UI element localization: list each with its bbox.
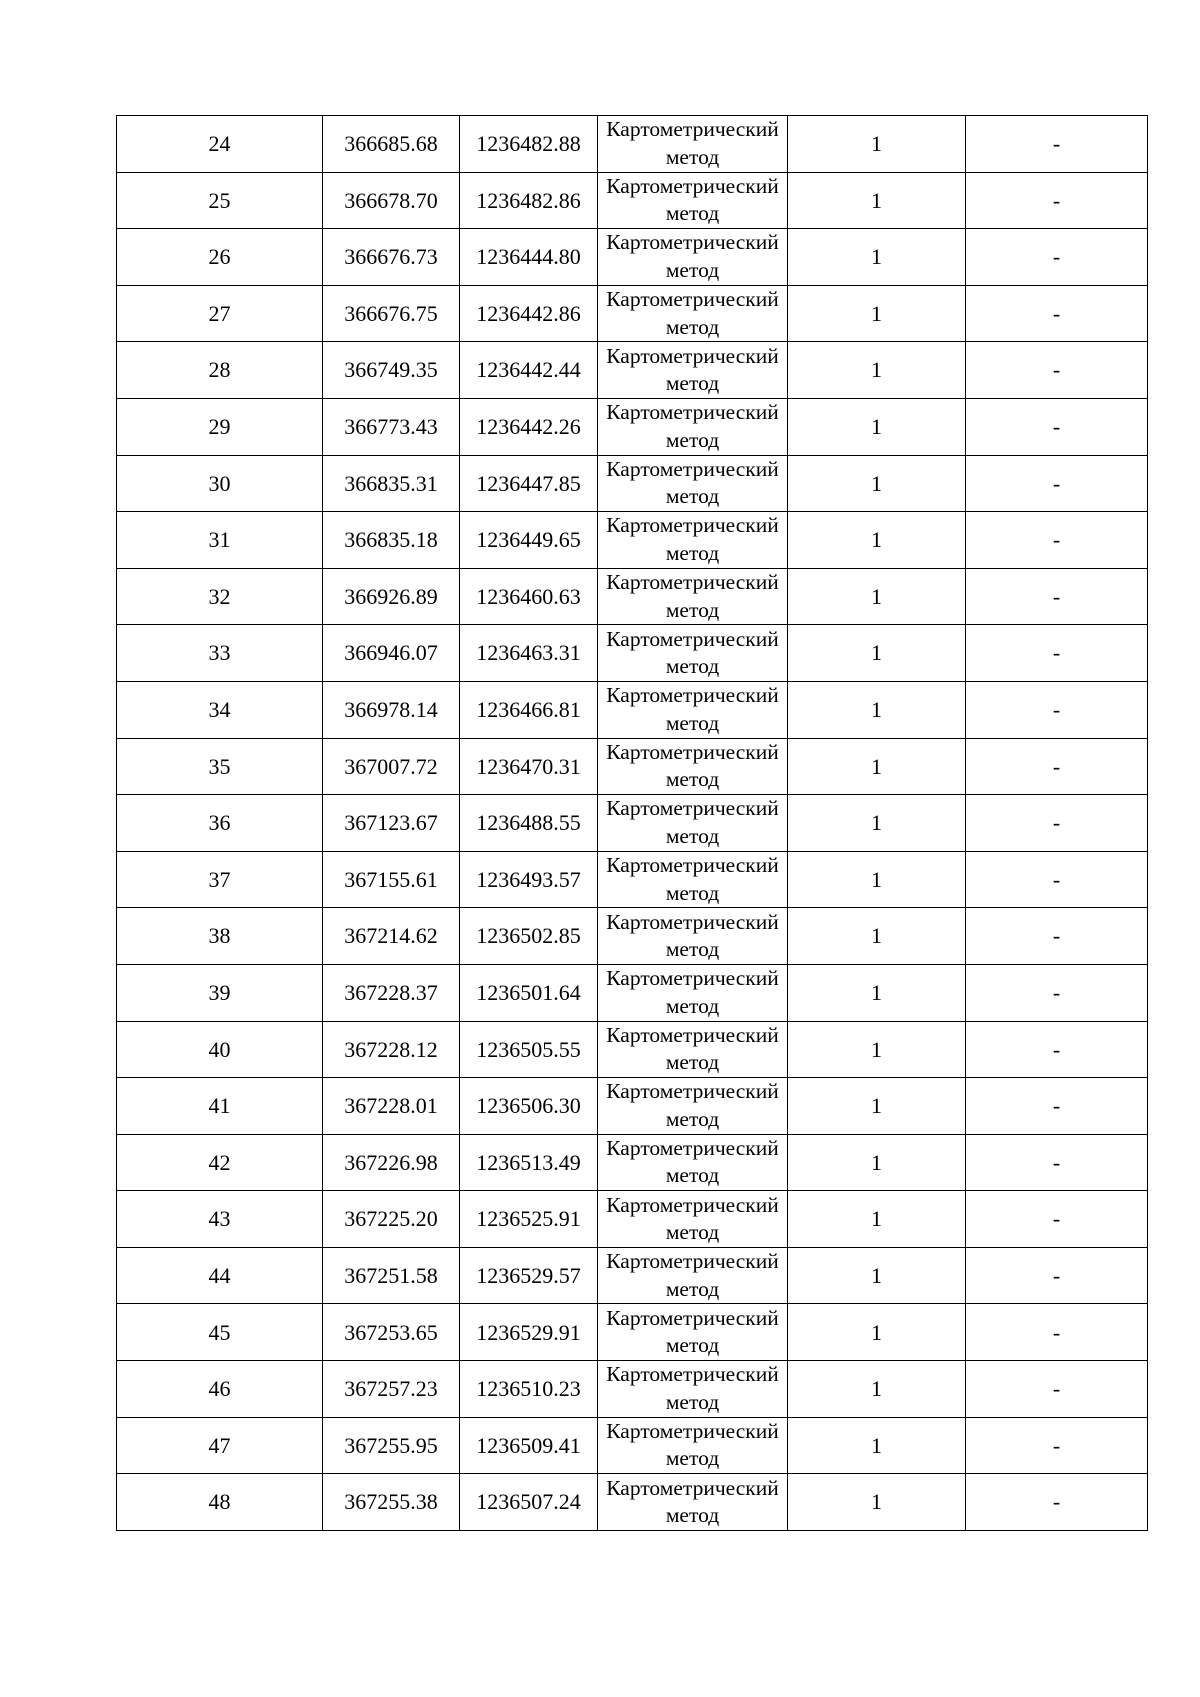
note-cell: - [966, 455, 1148, 512]
y-coordinate-cell: 1236502.85 [460, 908, 598, 965]
table-row [117, 1021, 1148, 1078]
point-number-cell: 32 [117, 568, 323, 625]
x-coordinate-cell: 367228.01 [323, 1078, 460, 1135]
method-cell: Картометрический метод [598, 1191, 788, 1248]
method-cell: Картометрический метод [598, 1474, 788, 1531]
precision-cell: 1 [788, 625, 966, 682]
point-number-cell: 36 [117, 795, 323, 852]
point-number-cell: 38 [117, 908, 323, 965]
x-coordinate-cell: 366835.18 [323, 512, 460, 569]
table-row [117, 172, 1148, 229]
note-cell: - [966, 851, 1148, 908]
point-number-cell: 35 [117, 738, 323, 795]
y-coordinate-cell: 1236529.57 [460, 1247, 598, 1304]
point-number-cell: 46 [117, 1361, 323, 1418]
method-cell: Картометрический метод [598, 1247, 788, 1304]
table-row [117, 285, 1148, 342]
note-cell: - [966, 229, 1148, 286]
precision-cell: 1 [788, 1078, 966, 1135]
y-coordinate-cell: 1236507.24 [460, 1474, 598, 1531]
point-number-cell: 43 [117, 1191, 323, 1248]
precision-cell: 1 [788, 512, 966, 569]
y-coordinate-cell: 1236470.31 [460, 738, 598, 795]
y-coordinate-cell: 1236525.91 [460, 1191, 598, 1248]
point-number-cell: 30 [117, 455, 323, 512]
precision-cell: 1 [788, 342, 966, 399]
point-number-cell: 48 [117, 1474, 323, 1531]
x-coordinate-cell: 367251.58 [323, 1247, 460, 1304]
table-row [117, 1134, 1148, 1191]
precision-cell: 1 [788, 795, 966, 852]
y-coordinate-cell: 1236447.85 [460, 455, 598, 512]
y-coordinate-cell: 1236442.44 [460, 342, 598, 399]
note-cell: - [966, 342, 1148, 399]
note-cell: - [966, 512, 1148, 569]
y-coordinate-cell: 1236505.55 [460, 1021, 598, 1078]
point-number-cell: 24 [117, 116, 323, 173]
table-row [117, 908, 1148, 965]
point-number-cell: 34 [117, 681, 323, 738]
precision-cell: 1 [788, 1474, 966, 1531]
precision-cell: 1 [788, 285, 966, 342]
note-cell: - [966, 398, 1148, 455]
y-coordinate-cell: 1236501.64 [460, 964, 598, 1021]
precision-cell: 1 [788, 908, 966, 965]
precision-cell: 1 [788, 229, 966, 286]
y-coordinate-cell: 1236509.41 [460, 1417, 598, 1474]
method-cell: Картометрический метод [598, 455, 788, 512]
table-row [117, 738, 1148, 795]
x-coordinate-cell: 367228.12 [323, 1021, 460, 1078]
y-coordinate-cell: 1236442.86 [460, 285, 598, 342]
precision-cell: 1 [788, 1361, 966, 1418]
note-cell: - [966, 625, 1148, 682]
point-number-cell: 28 [117, 342, 323, 399]
x-coordinate-cell: 367007.72 [323, 738, 460, 795]
note-cell: - [966, 908, 1148, 965]
note-cell: - [966, 1078, 1148, 1135]
table-row [117, 1361, 1148, 1418]
table-row [117, 964, 1148, 1021]
precision-cell: 1 [788, 1304, 966, 1361]
method-cell: Картометрический метод [598, 964, 788, 1021]
note-cell: - [966, 1417, 1148, 1474]
point-number-cell: 37 [117, 851, 323, 908]
note-cell: - [966, 568, 1148, 625]
x-coordinate-cell: 366749.35 [323, 342, 460, 399]
method-cell: Картометрический метод [598, 1417, 788, 1474]
point-number-cell: 33 [117, 625, 323, 682]
x-coordinate-cell: 367214.62 [323, 908, 460, 965]
point-number-cell: 47 [117, 1417, 323, 1474]
method-cell: Картометрический метод [598, 681, 788, 738]
coordinates-table-body [117, 116, 1148, 1531]
point-number-cell: 41 [117, 1078, 323, 1135]
note-cell: - [966, 1361, 1148, 1418]
precision-cell: 1 [788, 455, 966, 512]
method-cell: Картометрический метод [598, 342, 788, 399]
note-cell: - [966, 1191, 1148, 1248]
x-coordinate-cell: 367253.65 [323, 1304, 460, 1361]
method-cell: Картометрический метод [598, 851, 788, 908]
x-coordinate-cell: 367257.23 [323, 1361, 460, 1418]
table-row [117, 568, 1148, 625]
precision-cell: 1 [788, 1134, 966, 1191]
precision-cell: 1 [788, 681, 966, 738]
table-row [117, 398, 1148, 455]
table-row [117, 455, 1148, 512]
precision-cell: 1 [788, 568, 966, 625]
coordinates-table [116, 115, 1148, 1531]
table-row [117, 512, 1148, 569]
y-coordinate-cell: 1236466.81 [460, 681, 598, 738]
method-cell: Картометрический метод [598, 908, 788, 965]
table-row [117, 1304, 1148, 1361]
method-cell: Картометрический метод [598, 229, 788, 286]
precision-cell: 1 [788, 1247, 966, 1304]
point-number-cell: 31 [117, 512, 323, 569]
method-cell: Картометрический метод [598, 116, 788, 173]
precision-cell: 1 [788, 172, 966, 229]
table-row [117, 1247, 1148, 1304]
method-cell: Картометрический метод [598, 1078, 788, 1135]
precision-cell: 1 [788, 1417, 966, 1474]
note-cell: - [966, 795, 1148, 852]
table-row [117, 681, 1148, 738]
x-coordinate-cell: 366685.68 [323, 116, 460, 173]
point-number-cell: 39 [117, 964, 323, 1021]
method-cell: Картометрический метод [598, 1361, 788, 1418]
note-cell: - [966, 1247, 1148, 1304]
y-coordinate-cell: 1236493.57 [460, 851, 598, 908]
precision-cell: 1 [788, 1021, 966, 1078]
y-coordinate-cell: 1236510.23 [460, 1361, 598, 1418]
x-coordinate-cell: 366946.07 [323, 625, 460, 682]
note-cell: - [966, 738, 1148, 795]
y-coordinate-cell: 1236506.30 [460, 1078, 598, 1135]
precision-cell: 1 [788, 851, 966, 908]
precision-cell: 1 [788, 116, 966, 173]
x-coordinate-cell: 366978.14 [323, 681, 460, 738]
x-coordinate-cell: 367123.67 [323, 795, 460, 852]
note-cell: - [966, 964, 1148, 1021]
y-coordinate-cell: 1236460.63 [460, 568, 598, 625]
method-cell: Картометрический метод [598, 285, 788, 342]
y-coordinate-cell: 1236442.26 [460, 398, 598, 455]
x-coordinate-cell: 367226.98 [323, 1134, 460, 1191]
table-row [117, 1417, 1148, 1474]
x-coordinate-cell: 366835.31 [323, 455, 460, 512]
x-coordinate-cell: 367255.38 [323, 1474, 460, 1531]
precision-cell: 1 [788, 398, 966, 455]
note-cell: - [966, 681, 1148, 738]
x-coordinate-cell: 366676.73 [323, 229, 460, 286]
note-cell: - [966, 1021, 1148, 1078]
point-number-cell: 25 [117, 172, 323, 229]
precision-cell: 1 [788, 738, 966, 795]
method-cell: Картометрический метод [598, 738, 788, 795]
table-row [117, 851, 1148, 908]
note-cell: - [966, 1474, 1148, 1531]
y-coordinate-cell: 1236482.86 [460, 172, 598, 229]
note-cell: - [966, 285, 1148, 342]
method-cell: Картометрический метод [598, 172, 788, 229]
point-number-cell: 29 [117, 398, 323, 455]
point-number-cell: 40 [117, 1021, 323, 1078]
note-cell: - [966, 1134, 1148, 1191]
y-coordinate-cell: 1236488.55 [460, 795, 598, 852]
note-cell: - [966, 116, 1148, 173]
x-coordinate-cell: 367155.61 [323, 851, 460, 908]
y-coordinate-cell: 1236444.80 [460, 229, 598, 286]
method-cell: Картометрический метод [598, 512, 788, 569]
table-row [117, 116, 1148, 173]
method-cell: Картометрический метод [598, 568, 788, 625]
x-coordinate-cell: 366676.75 [323, 285, 460, 342]
method-cell: Картометрический метод [598, 1021, 788, 1078]
y-coordinate-cell: 1236463.31 [460, 625, 598, 682]
method-cell: Картометрический метод [598, 398, 788, 455]
method-cell: Картометрический метод [598, 795, 788, 852]
x-coordinate-cell: 366773.43 [323, 398, 460, 455]
table-row [117, 229, 1148, 286]
method-cell: Картометрический метод [598, 625, 788, 682]
table-row [117, 1078, 1148, 1135]
table-row [117, 1191, 1148, 1248]
y-coordinate-cell: 1236529.91 [460, 1304, 598, 1361]
note-cell: - [966, 1304, 1148, 1361]
x-coordinate-cell: 367225.20 [323, 1191, 460, 1248]
y-coordinate-cell: 1236513.49 [460, 1134, 598, 1191]
table-row [117, 795, 1148, 852]
table-row [117, 1474, 1148, 1531]
table-row [117, 342, 1148, 399]
method-cell: Картометрический метод [598, 1134, 788, 1191]
y-coordinate-cell: 1236482.88 [460, 116, 598, 173]
point-number-cell: 26 [117, 229, 323, 286]
precision-cell: 1 [788, 964, 966, 1021]
precision-cell: 1 [788, 1191, 966, 1248]
x-coordinate-cell: 367228.37 [323, 964, 460, 1021]
x-coordinate-cell: 366678.70 [323, 172, 460, 229]
point-number-cell: 42 [117, 1134, 323, 1191]
point-number-cell: 27 [117, 285, 323, 342]
x-coordinate-cell: 367255.95 [323, 1417, 460, 1474]
y-coordinate-cell: 1236449.65 [460, 512, 598, 569]
point-number-cell: 44 [117, 1247, 323, 1304]
x-coordinate-cell: 366926.89 [323, 568, 460, 625]
table-row [117, 625, 1148, 682]
note-cell: - [966, 172, 1148, 229]
method-cell: Картометрический метод [598, 1304, 788, 1361]
point-number-cell: 45 [117, 1304, 323, 1361]
